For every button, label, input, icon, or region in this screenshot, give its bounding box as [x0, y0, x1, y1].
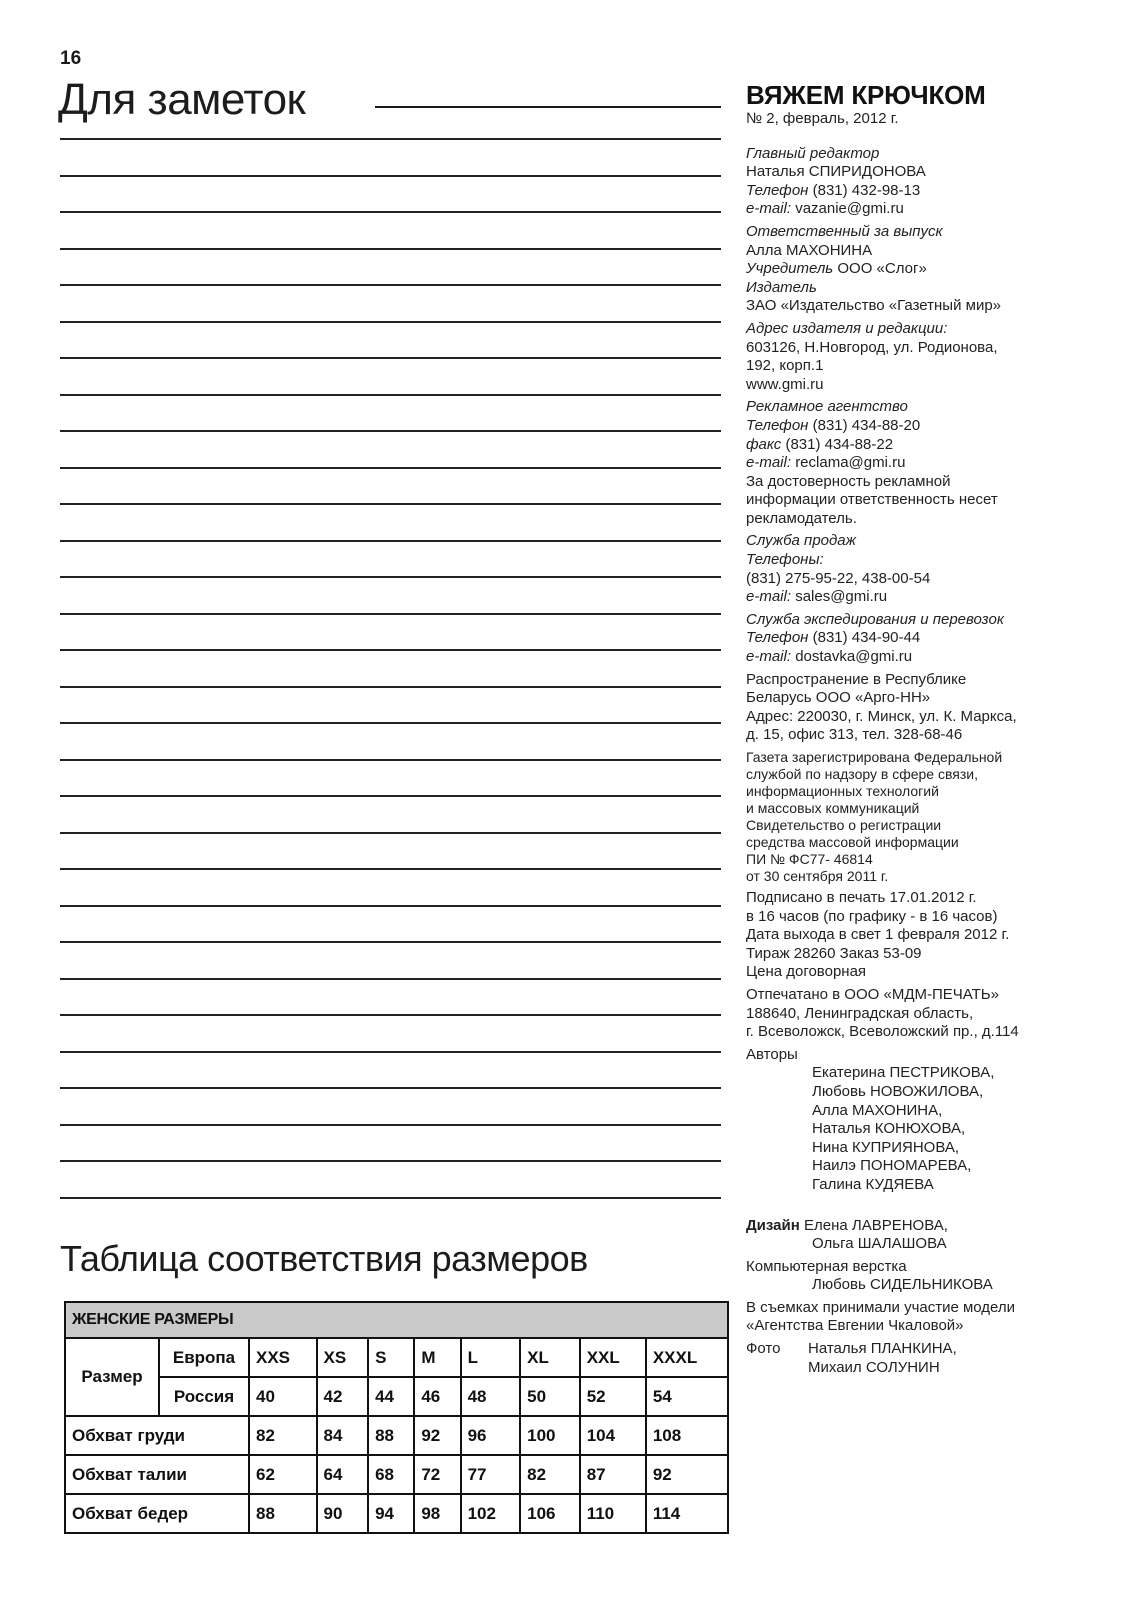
russia-size-cell: 54: [646, 1377, 728, 1416]
note-line: [60, 430, 721, 432]
author-name: Галина КУДЯЕВА: [812, 1175, 934, 1193]
note-line: [60, 1124, 721, 1126]
table-cell: 77: [461, 1455, 521, 1494]
table-cell: 94: [368, 1494, 414, 1533]
phone-label: Телефон: [746, 629, 809, 647]
responsible-block: [746, 223, 1096, 316]
founder-label: Учредитель: [746, 260, 834, 278]
russia-label: Россия: [159, 1377, 249, 1416]
phone-label: Телефон: [746, 181, 809, 199]
note-line: [60, 503, 721, 505]
printed-by-block: [746, 986, 1096, 1042]
note-line: [60, 1197, 721, 1199]
notes-lines: [60, 138, 721, 1233]
note-line: [60, 284, 721, 286]
delivery-label: Служба экспедирования и перевозок: [746, 610, 1004, 628]
note-line: [60, 394, 721, 396]
table-cell: 64: [317, 1455, 369, 1494]
author-name: Нина КУПРИЯНОВА,: [812, 1138, 960, 1156]
note-line: [60, 941, 721, 943]
table-cell: 72: [414, 1455, 460, 1494]
registration-line-2: службой по надзору в сфере связи,: [746, 766, 978, 782]
chief-editor-name: Наталья СПИРИДОНОВА: [746, 163, 926, 181]
ad-fax: (831) 434-88-22: [785, 435, 894, 453]
models-line-1: В съемках принимали участие модели: [746, 1298, 1016, 1316]
publisher-value: ЗАО «Издательство «Газетный мир»: [746, 297, 1002, 315]
layout-block: [746, 1258, 1096, 1295]
table-cell: 98: [414, 1494, 460, 1533]
layout-label: Компьютерная верстка: [746, 1257, 907, 1275]
table-row: [65, 1455, 728, 1494]
note-line: [60, 649, 721, 651]
ad-agency-label: Рекламное агентство: [746, 398, 908, 416]
note-line: [60, 357, 721, 359]
ad-disclaimer-3: рекламодатель.: [746, 509, 857, 527]
chief-email: vazanie@gmi.ru: [795, 200, 904, 218]
row-label-hips: Обхват бедер: [65, 1494, 249, 1533]
address-block: [746, 320, 1096, 394]
print-info-block: [746, 889, 1096, 982]
table-cell: 90: [317, 1494, 369, 1533]
note-line: [60, 138, 721, 140]
photo-block: [746, 1340, 1096, 1377]
authors-label: Авторы: [746, 1045, 798, 1063]
delivery-phone: (831) 434-90-44: [812, 629, 921, 647]
note-line: [60, 1160, 721, 1162]
table-cell: 102: [461, 1494, 521, 1533]
note-line: [60, 1087, 721, 1089]
note-line: [60, 540, 721, 542]
notes-title: Для заметок: [58, 75, 306, 124]
table-cell: 84: [317, 1416, 369, 1455]
design-person-1: Елена ЛАВРЕНОВА,: [803, 1216, 948, 1234]
size-table: [64, 1301, 729, 1534]
fax-label: факс: [746, 435, 782, 453]
table-cell: 100: [520, 1416, 580, 1455]
chief-editor-label: Главный редактор: [746, 144, 880, 162]
publisher-label: Издатель: [746, 278, 817, 296]
registration-line-7: ПИ № ФС77- 46814: [746, 851, 873, 867]
registration-line-8: от 30 сентября 2011 г.: [746, 868, 889, 884]
table-cell: 88: [368, 1416, 414, 1455]
note-line: [60, 1051, 721, 1053]
sales-block: [746, 532, 1096, 606]
note-line: [60, 321, 721, 323]
table-cell: 92: [646, 1455, 728, 1494]
phone-label: Телефон: [746, 416, 809, 434]
europe-size-cell: XL: [520, 1338, 580, 1377]
table-cell: 96: [461, 1416, 521, 1455]
website: www.gmi.ru: [746, 375, 824, 393]
design-block: [746, 1217, 1096, 1254]
note-line: [60, 978, 721, 980]
ad-email: reclama@gmi.ru: [795, 454, 906, 472]
russia-size-cell: 48: [461, 1377, 521, 1416]
ad-phone: (831) 434-88-20: [812, 416, 921, 434]
sales-label: Служба продаж: [746, 532, 856, 550]
delivery-block: [746, 611, 1096, 667]
table-row: [65, 1494, 728, 1533]
email-label: e-mail:: [746, 454, 792, 472]
table-cell: 92: [414, 1416, 460, 1455]
note-line: [60, 686, 721, 688]
address-line-1: 603126, Н.Новгород, ул. Родионова,: [746, 338, 998, 356]
title-rule: [375, 106, 721, 108]
table-cell: 88: [249, 1494, 317, 1533]
responsible-name: Алла МАХОНИНА: [746, 241, 873, 259]
issue-line: № 2, февраль, 2012 г.: [746, 110, 899, 127]
table-cell: 104: [580, 1416, 646, 1455]
printed-line-1: Отпечатано в ООО «МДМ-ПЕЧАТЬ»: [746, 985, 999, 1003]
print-line-2: в 16 часов (по графику - в 16 часов): [746, 907, 998, 925]
russia-size-cell: 50: [520, 1377, 580, 1416]
delivery-email: dostavka@gmi.ru: [795, 648, 913, 666]
row-label-waist: Обхват талии: [65, 1455, 249, 1494]
europe-size-cell: XXXL: [646, 1338, 728, 1377]
photo-person-1: Наталья ПЛАНКИНА,: [808, 1340, 957, 1358]
sales-phones: (831) 275-95-22, 438-00-54: [746, 569, 931, 587]
note-line: [60, 175, 721, 177]
europe-size-cell: XXL: [580, 1338, 646, 1377]
belarus-line-1: Распространение в Республике: [746, 670, 967, 688]
belarus-line-2: Беларусь ООО «Арго-НН»: [746, 689, 931, 707]
ad-disclaimer-1: За достоверность рекламной: [746, 472, 951, 490]
author-name: Наилэ ПОНОМАРЕВА,: [812, 1157, 972, 1175]
registration-line-4: и массовых коммуникаций: [746, 800, 920, 816]
note-line: [60, 1014, 721, 1016]
note-line: [60, 832, 721, 834]
print-line-4: Тираж 28260 Заказ 53-09: [746, 944, 922, 962]
europe-size-cell: S: [368, 1338, 414, 1377]
note-line: [60, 759, 721, 761]
chief-editor-block: [746, 145, 1096, 219]
note-line: [60, 248, 721, 250]
europe-size-cell: XXS: [249, 1338, 317, 1377]
table-cell: 114: [646, 1494, 728, 1533]
table-cell: 82: [249, 1416, 317, 1455]
size-table-header: ЖЕНСКИЕ РАЗМЕРЫ: [65, 1302, 728, 1338]
registration-line-3: информационных технологий: [746, 783, 939, 799]
models-block: [746, 1299, 1096, 1336]
design-label: Дизайн: [746, 1216, 800, 1234]
table-cell: 106: [520, 1494, 580, 1533]
address-label: Адрес издателя и редакции:: [746, 319, 948, 337]
note-line: [60, 211, 721, 213]
email-label: e-mail:: [746, 648, 792, 666]
note-line: [60, 613, 721, 615]
registration-line-1: Газета зарегистрирована Федеральной: [746, 749, 1003, 765]
table-cell: 62: [249, 1455, 317, 1494]
photo-label: Фото: [746, 1340, 781, 1358]
layout-person: Любовь СИДЕЛЬНИКОВА: [812, 1276, 993, 1294]
phones-label: Телефоны:: [746, 551, 824, 569]
russia-size-cell: 40: [249, 1377, 317, 1416]
ad-disclaimer-2: информации ответственность несет: [746, 491, 998, 509]
table-cell: 68: [368, 1455, 414, 1494]
note-line: [60, 905, 721, 907]
belarus-block: [746, 671, 1096, 745]
note-line: [60, 795, 721, 797]
page-number: 16: [60, 48, 82, 69]
author-name: Екатерина ПЕСТРИКОВА,: [812, 1064, 995, 1082]
registration-block: [746, 749, 1096, 885]
size-label: Размер: [65, 1338, 159, 1416]
chief-phone: (831) 432-98-13: [812, 181, 921, 199]
row-label-bust: Обхват груди: [65, 1416, 249, 1455]
europe-label: Европа: [159, 1338, 249, 1377]
note-line: [60, 722, 721, 724]
photo-person-2: Михаил СОЛУНИН: [808, 1358, 940, 1376]
founder-value: ООО «Слог»: [837, 260, 927, 278]
size-table-title: Таблица соответствия размеров: [60, 1238, 588, 1279]
registration-line-6: средства массовой информации: [746, 834, 959, 850]
russia-size-cell: 46: [414, 1377, 460, 1416]
print-line-5: Цена договорная: [746, 963, 867, 981]
responsible-label: Ответственный за выпуск: [746, 222, 943, 240]
magazine-title: ВЯЖЕМ КРЮЧКОМ: [746, 80, 986, 110]
print-line-3: Дата выхода в свет 1 февраля 2012 г.: [746, 926, 1010, 944]
note-line: [60, 576, 721, 578]
address-line-2: 192, корп.1: [746, 357, 824, 375]
printed-line-3: г. Всеволожск, Всеволожский пр., д.114: [746, 1023, 1019, 1041]
belarus-line-4: д. 15, офис 313, тел. 328-68-46: [746, 726, 963, 744]
table-cell: 108: [646, 1416, 728, 1455]
author-name: Любовь НОВОЖИЛОВА,: [812, 1082, 984, 1100]
note-line: [60, 467, 721, 469]
printed-line-2: 188640, Ленинградская область,: [746, 1004, 974, 1022]
authors-block: [746, 1046, 1096, 1195]
ad-agency-block: [746, 398, 1096, 528]
russia-size-cell: 44: [368, 1377, 414, 1416]
note-line: [60, 868, 721, 870]
design-person-2: Ольга ШАЛАШОВА: [812, 1235, 947, 1253]
table-cell: 87: [580, 1455, 646, 1494]
table-cell: 82: [520, 1455, 580, 1494]
author-name: Наталья КОНЮХОВА,: [812, 1120, 966, 1138]
email-label: e-mail:: [746, 588, 792, 606]
table-row: [65, 1416, 728, 1455]
author-name: Алла МАХОНИНА,: [812, 1101, 943, 1119]
europe-size-cell: XS: [317, 1338, 369, 1377]
table-cell: 110: [580, 1494, 646, 1533]
print-line-1: Подписано в печать 17.01.2012 г.: [746, 889, 977, 906]
registration-line-5: Свидетельство о регистрации: [746, 817, 942, 833]
europe-size-cell: M: [414, 1338, 460, 1377]
sales-email: sales@gmi.ru: [795, 588, 888, 606]
europe-size-cell: L: [461, 1338, 521, 1377]
belarus-line-3: Адрес: 220030, г. Минск, ул. К. Маркса,: [746, 707, 1017, 725]
russia-size-cell: 52: [580, 1377, 646, 1416]
email-label: e-mail:: [746, 200, 792, 218]
models-line-2: «Агентства Евгении Чкаловой»: [746, 1317, 964, 1335]
russia-size-cell: 42: [317, 1377, 369, 1416]
imprint-sidebar: [746, 80, 1096, 1381]
